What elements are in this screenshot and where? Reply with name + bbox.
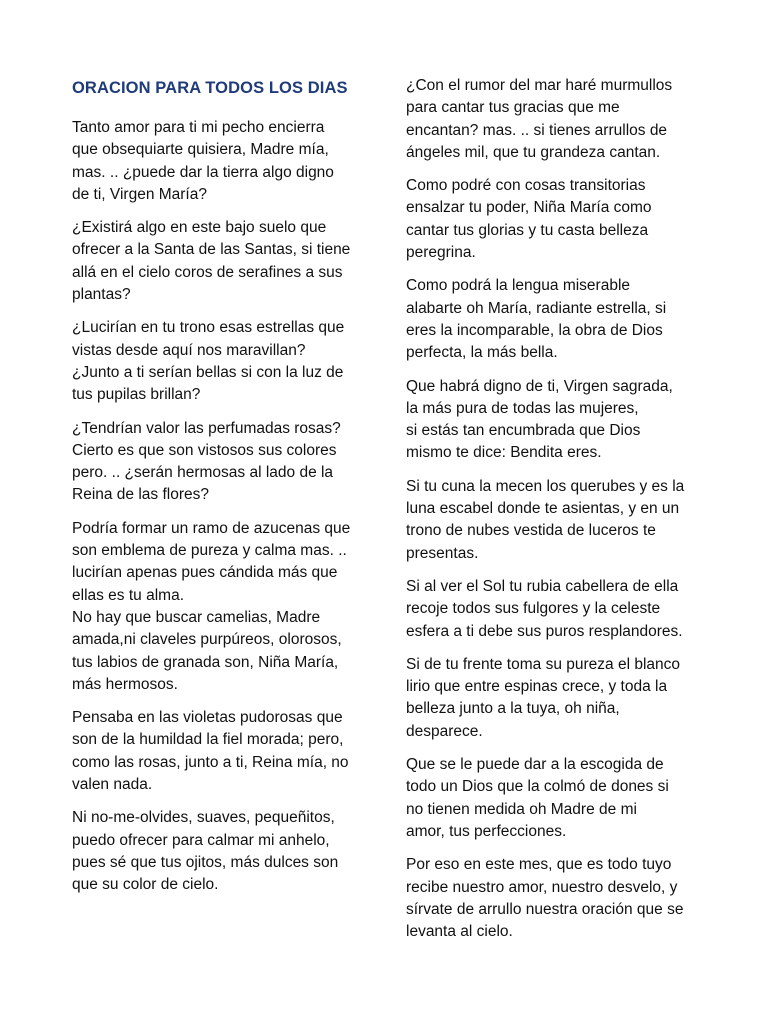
paragraph xyxy=(72,317,364,406)
text-line: son emblema de pureza y calma mas. .. xyxy=(72,542,347,560)
text-line: ¿Con el rumor del mar haré murmullos xyxy=(406,77,673,94)
text-line: Reina de las flores? xyxy=(72,486,209,504)
text-line: alabarte oh María, radiante estrella, si xyxy=(406,299,667,317)
paragraph xyxy=(406,376,702,465)
text-line: ellas es tu alma. xyxy=(72,586,184,604)
paragraph xyxy=(406,654,702,743)
paragraph xyxy=(406,754,702,843)
text-line: que obsequiarte quisiera, Madre mía, xyxy=(72,141,329,159)
text-line: eres la incomparable, la obra de Dios xyxy=(406,321,663,339)
text-line: Como podrá la lengua miserable xyxy=(406,277,631,295)
text-line: Si de tu frente toma su pureza el blanco xyxy=(406,655,680,673)
text-line: Cierto es que son vistosos sus colores xyxy=(72,441,337,459)
text-line: mas. .. ¿puede dar la tierra algo digno xyxy=(72,163,334,181)
text-line: ofrecer a la Santa de las Santas, si tiene xyxy=(72,241,351,259)
text-line: pero. .. ¿serán hermosas al lado de la xyxy=(72,464,334,482)
paragraph xyxy=(72,707,364,796)
text-line: tus labios de granada son, Niña María, xyxy=(72,653,339,671)
text-line: Si al ver el Sol tu rubia cabellera de ella xyxy=(406,577,679,595)
text-line: lucirían apenas pues cándida más que xyxy=(72,564,338,582)
text-line: vistas desde aquí nos maravillan? xyxy=(72,341,306,359)
text-line: ¿Junto a ti serían bellas si con la luz de xyxy=(72,363,344,381)
text-line: Si tu cuna la mecen los querubes y es la xyxy=(406,477,685,495)
text-line: para cantar tus gracias que me xyxy=(406,99,620,117)
page-title: ORACION PARA TODOS LOS DIAS xyxy=(72,79,348,97)
text-line: lirio que entre espinas crece, y toda la xyxy=(406,678,668,696)
text-line: peregrina. xyxy=(406,244,476,262)
left-column xyxy=(72,0,364,908)
text-line: Por eso en este mes, que es todo tuyo xyxy=(406,856,672,874)
paragraph xyxy=(406,854,702,943)
text-line: Pensaba en las violetas pudorosas que xyxy=(72,709,343,727)
text-line: luna escabel donde te asientas, y en un xyxy=(406,500,680,518)
text-line: ¿Tendrían valor las perfumadas rosas? xyxy=(72,419,341,437)
text-line: Como podré con cosas transitorias xyxy=(406,177,646,195)
text-line: levanta al cielo. xyxy=(406,923,513,941)
paragraph xyxy=(72,807,364,896)
paragraph xyxy=(72,217,364,306)
text-line: Que se le puede dar a la escogida de xyxy=(406,756,664,774)
paragraph xyxy=(72,418,364,507)
text-line: no tienen medida oh Madre de mi xyxy=(406,800,637,818)
paragraph xyxy=(406,576,702,643)
text-line: Ni no-me-olvides, suaves, pequeñitos, xyxy=(72,809,335,827)
text-line: ¿Lucirían en tu trono esas estrellas que xyxy=(72,319,345,337)
text-line: trono de nubes vestida de luceros te xyxy=(406,522,656,540)
text-line: valen nada. xyxy=(72,776,153,794)
text-line: encantan? mas. .. si tienes arrullos de xyxy=(406,121,668,139)
text-line: recibe nuestro amor, nuestro desvelo, y xyxy=(406,878,678,896)
text-line: son de la humildad la fiel morada; pero, xyxy=(72,731,344,749)
text-line: amada,ni claveles purpúreos, olorosos, xyxy=(72,631,342,649)
text-line: allá en el cielo coros de serafines a sus xyxy=(72,263,343,281)
paragraph xyxy=(406,476,702,565)
text-line: amor, tus perfecciones. xyxy=(406,822,567,840)
text-line: si estás tan encumbrada que Dios xyxy=(406,422,641,440)
text-line: más hermosos. xyxy=(72,675,178,693)
text-line: pues sé que tus ojitos, más dulces son xyxy=(72,853,339,871)
text-line: la más pura de todas las mujeres, xyxy=(406,399,639,417)
paragraph xyxy=(72,117,364,206)
paragraph xyxy=(406,275,702,364)
text-line: esfera a ti debe sus puros resplandores. xyxy=(406,622,683,640)
text-line: tus pupilas brillan? xyxy=(72,386,201,404)
text-line: ¿Existirá algo en este bajo suelo que xyxy=(72,219,327,237)
paragraph xyxy=(72,518,364,696)
text-line: mismo te dice: Bendita eres. xyxy=(406,444,602,462)
text-line: desparece. xyxy=(406,722,483,740)
text-line: puedo ofrecer para calmar mi anhelo, xyxy=(72,831,330,849)
paragraph xyxy=(406,175,702,264)
text-line: Tanto amor para ti mi pecho encierra xyxy=(72,119,325,136)
text-line: como las rosas, junto a ti, Reina mía, no xyxy=(72,753,349,771)
text-line: plantas? xyxy=(72,286,131,304)
text-line: Que habrá digno de ti, Virgen sagrada, xyxy=(406,377,673,395)
text-line: cantar tus glorias y tu casta belleza xyxy=(406,221,649,239)
text-line: todo un Dios que la colmó de dones si xyxy=(406,778,669,796)
text-line: Podría formar un ramo de azucenas que xyxy=(72,519,351,537)
text-line: recoje todos sus fulgores y la celeste xyxy=(406,600,661,618)
left-paragraphs xyxy=(72,117,364,897)
right-column xyxy=(406,0,702,954)
text-line: que su color de cielo. xyxy=(72,876,219,894)
paragraph xyxy=(406,75,702,164)
text-line: belleza junto a la tuya, oh niña, xyxy=(406,700,620,718)
text-line: No hay que buscar camelias, Madre xyxy=(72,608,321,626)
text-line: de ti, Virgen María? xyxy=(72,185,207,203)
right-paragraphs xyxy=(406,75,702,943)
text-line: sírvate de arrullo nuestra oración que se xyxy=(406,900,684,918)
text-line: ángeles mil, que tu grandeza cantan. xyxy=(406,143,661,161)
text-line: ensalzar tu poder, Niña María como xyxy=(406,199,652,217)
text-line: perfecta, la más bella. xyxy=(406,344,558,362)
text-line: presentas. xyxy=(406,544,479,562)
